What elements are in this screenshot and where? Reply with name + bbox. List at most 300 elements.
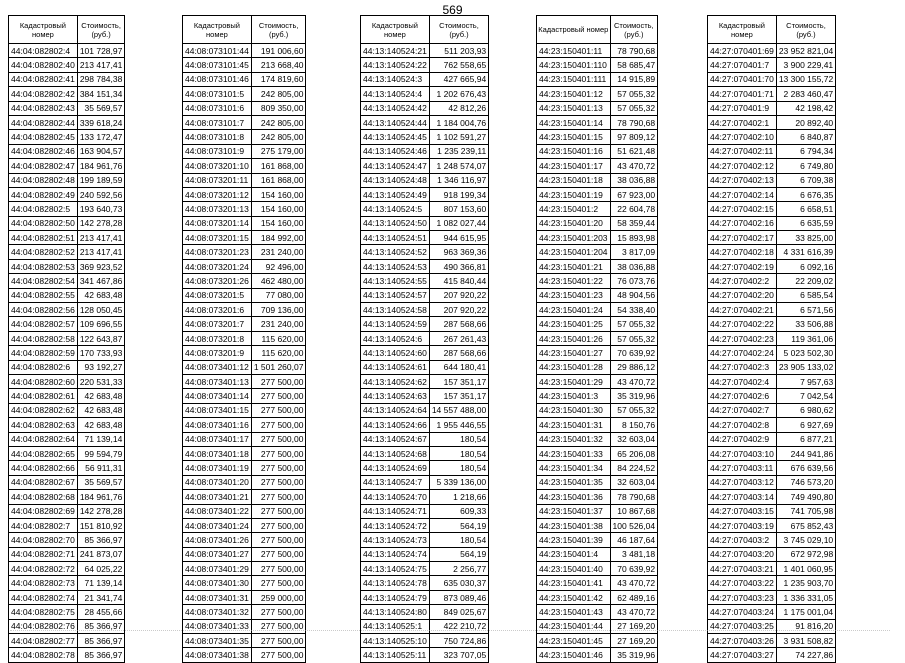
cadastral-number: 44:27:070403:12: [708, 475, 777, 489]
cadastral-number: 44:08:073201:26: [183, 274, 252, 288]
cadastral-number: 44:23:150401:38: [537, 518, 611, 532]
cadastral-number: 44:08:073401:15: [183, 403, 252, 417]
table-5: [707, 15, 836, 663]
cadastral-number: 44:04:082802:53: [9, 259, 78, 273]
cost-value: 43 470,72: [610, 605, 658, 619]
cost-value: 42 683,48: [77, 403, 125, 417]
cost-value: 6 980,62: [776, 403, 835, 417]
table-row: [183, 518, 306, 532]
table-row: [708, 231, 836, 245]
cost-value: 1 346 116,97: [429, 173, 488, 187]
header-cost: Стоимость, (руб.): [610, 16, 658, 44]
cadastral-number: 44:13:140524:21: [361, 44, 430, 58]
table-row: [708, 274, 836, 288]
table-row: [183, 504, 306, 518]
table-row: [183, 87, 306, 101]
table-row: [708, 202, 836, 216]
cost-value: 21 341,74: [77, 590, 125, 604]
table-3: [360, 15, 489, 663]
cost-value: 35 319,96: [610, 648, 658, 662]
cadastral-number: 44:08:073401:21: [183, 490, 252, 504]
table-row: [183, 274, 306, 288]
table-row: [708, 72, 836, 86]
cadastral-number: 44:27:070401:9: [708, 101, 777, 115]
cadastral-number: 44:13:140525:10: [361, 634, 430, 648]
cadastral-number: 44:04:082802:42: [9, 87, 78, 101]
table-row: [9, 159, 125, 173]
cost-value: 100 526,04: [610, 518, 658, 532]
cost-value: 48 904,56: [610, 288, 658, 302]
table-row: [183, 202, 306, 216]
table-row: [361, 634, 489, 648]
cost-value: 1 401 060,95: [776, 562, 835, 576]
cost-value: 277 500,00: [251, 490, 306, 504]
cost-value: 85 366,97: [77, 533, 125, 547]
cost-value: 157 351,17: [429, 389, 488, 403]
cost-value: 161 868,00: [251, 173, 306, 187]
table-row: [183, 576, 306, 590]
cadastral-number: 44:13:140524:67: [361, 432, 430, 446]
cadastral-number: 44:27:070402:22: [708, 317, 777, 331]
table-row: [537, 374, 658, 388]
cadastral-number: 44:08:073401:13: [183, 374, 252, 388]
cadastral-number: 44:27:070402:14: [708, 187, 777, 201]
table-row: [183, 317, 306, 331]
table-row: [183, 303, 306, 317]
cadastral-number: 44:13:140524:62: [361, 374, 430, 388]
header-cadastral: Кадастровый номер: [708, 16, 777, 44]
cadastral-number: 44:13:140524:48: [361, 173, 430, 187]
cadastral-number: 44:04:082802:47: [9, 159, 78, 173]
cost-value: 944 615,95: [429, 231, 488, 245]
table-row: [537, 144, 658, 158]
cost-value: 644 180,41: [429, 360, 488, 374]
table-row: [361, 274, 489, 288]
cadastral-number: 44:04:082802:43: [9, 101, 78, 115]
cost-value: 109 696,55: [77, 317, 125, 331]
table-row: [537, 648, 658, 662]
table-row: [708, 634, 836, 648]
cost-value: 746 573,20: [776, 475, 835, 489]
cadastral-number: 44:27:070402:3: [708, 360, 777, 374]
table-row: [537, 461, 658, 475]
cadastral-number: 44:04:082802:67: [9, 475, 78, 489]
table-row: [183, 475, 306, 489]
cost-value: 85 366,97: [77, 648, 125, 662]
cost-value: 6 092,16: [776, 259, 835, 273]
table-row: [708, 115, 836, 129]
table-row: [361, 360, 489, 374]
cadastral-number: 44:04:082802:54: [9, 274, 78, 288]
cost-value: 6 635,59: [776, 216, 835, 230]
cost-value: 180,54: [429, 461, 488, 475]
table-row: [708, 547, 836, 561]
cadastral-number: 44:27:070403:23: [708, 590, 777, 604]
cost-value: 58 359,44: [610, 216, 658, 230]
cost-value: 242 805,00: [251, 115, 306, 129]
table-row: [361, 72, 489, 86]
cost-value: 115 620,00: [251, 331, 306, 345]
cost-value: 77 080,00: [251, 288, 306, 302]
cadastral-number: 44:04:082802:7: [9, 518, 78, 532]
table-row: [9, 389, 125, 403]
table-row: [183, 432, 306, 446]
cost-value: 277 500,00: [251, 403, 306, 417]
cadastral-number: 44:13:140524:58: [361, 303, 430, 317]
cost-value: 5 023 502,30: [776, 346, 835, 360]
cadastral-number: 44:04:082802:56: [9, 303, 78, 317]
cost-value: 7 042,54: [776, 389, 835, 403]
cost-value: 676 639,56: [776, 461, 835, 475]
cost-value: 29 886,12: [610, 360, 658, 374]
table-row: [9, 288, 125, 302]
cadastral-number: 44:08:073401:32: [183, 605, 252, 619]
cost-value: 220 531,33: [77, 374, 125, 388]
cost-value: 277 500,00: [251, 619, 306, 633]
cadastral-number: 44:13:140524:61: [361, 360, 430, 374]
cost-value: 564,19: [429, 547, 488, 561]
cadastral-number: 44:23:150401:30: [537, 403, 611, 417]
table-row: [183, 605, 306, 619]
table-row: [708, 159, 836, 173]
cadastral-number: 44:04:082802:63: [9, 418, 78, 432]
cost-value: 1 218,66: [429, 490, 488, 504]
cadastral-number: 44:23:150401:4: [537, 547, 611, 561]
cadastral-number: 44:08:073401:24: [183, 518, 252, 532]
table-row: [183, 173, 306, 187]
table-row: [361, 259, 489, 273]
cadastral-number: 44:27:070403:10: [708, 446, 777, 460]
cadastral-number: 44:27:070403:2: [708, 533, 777, 547]
cost-value: 762 558,65: [429, 58, 488, 72]
cadastral-number: 44:08:073101:7: [183, 115, 252, 129]
cost-value: 161 868,00: [251, 159, 306, 173]
cost-value: 22 209,02: [776, 274, 835, 288]
table-row: [361, 446, 489, 460]
cadastral-number: 44:13:140524:5: [361, 202, 430, 216]
cost-value: 57 055,32: [610, 331, 658, 345]
table-row: [183, 547, 306, 561]
cost-value: 635 030,37: [429, 576, 488, 590]
table-row: [361, 144, 489, 158]
table-row: [361, 303, 489, 317]
cadastral-number: 44:23:150401:19: [537, 187, 611, 201]
table-row: [9, 403, 125, 417]
table-row: [537, 317, 658, 331]
table-row: [9, 101, 125, 115]
table-row: [183, 360, 306, 374]
cost-value: 277 500,00: [251, 533, 306, 547]
table-row: [183, 403, 306, 417]
cost-value: 35 569,57: [77, 101, 125, 115]
cost-value: 675 852,43: [776, 518, 835, 532]
cost-value: 277 500,00: [251, 547, 306, 561]
table-row: [9, 590, 125, 604]
table-row: [9, 202, 125, 216]
cost-value: 750 724,86: [429, 634, 488, 648]
table-row: [361, 605, 489, 619]
table-row: [9, 144, 125, 158]
cost-value: 119 361,06: [776, 331, 835, 345]
cadastral-number: 44:27:070402:15: [708, 202, 777, 216]
cadastral-number: 44:08:073201:9: [183, 346, 252, 360]
cadastral-number: 44:08:073401:22: [183, 504, 252, 518]
cadastral-number: 44:04:082802:59: [9, 346, 78, 360]
cost-value: 78 790,68: [610, 490, 658, 504]
cadastral-number: 44:27:070402:9: [708, 432, 777, 446]
cadastral-number: 44:13:140524:79: [361, 590, 430, 604]
cost-value: 6 585,54: [776, 288, 835, 302]
cadastral-number: 44:08:073101:8: [183, 130, 252, 144]
table-row: [708, 58, 836, 72]
cost-value: 57 055,32: [610, 317, 658, 331]
cadastral-number: 44:08:073401:26: [183, 533, 252, 547]
cadastral-number: 44:04:082802:57: [9, 317, 78, 331]
cost-value: 963 369,36: [429, 245, 488, 259]
cadastral-number: 44:13:140524:72: [361, 518, 430, 532]
cadastral-number: 44:27:070402:17: [708, 231, 777, 245]
table-row: [708, 648, 836, 662]
cost-value: 174 819,60: [251, 72, 306, 86]
table-row: [537, 403, 658, 417]
table-row: [9, 259, 125, 273]
cadastral-number: 44:13:140524:52: [361, 245, 430, 259]
table-row: [361, 288, 489, 302]
cadastral-number: 44:04:082802:71: [9, 547, 78, 561]
table-row: [183, 461, 306, 475]
cost-value: 154 160,00: [251, 202, 306, 216]
cadastral-number: 44:23:150401:42: [537, 590, 611, 604]
cadastral-number: 44:04:082802:40: [9, 58, 78, 72]
cost-value: 369 923,52: [77, 259, 125, 273]
table-row: [9, 504, 125, 518]
cadastral-number: 44:13:140524:69: [361, 461, 430, 475]
table-row: [183, 346, 306, 360]
cost-value: 749 490,80: [776, 490, 835, 504]
cost-value: 809 350,00: [251, 101, 306, 115]
cost-value: 4 331 616,39: [776, 245, 835, 259]
cost-value: 277 500,00: [251, 605, 306, 619]
cadastral-number: 44:23:150401:2: [537, 202, 611, 216]
cadastral-number: 44:23:150401:17: [537, 159, 611, 173]
table-row: [9, 547, 125, 561]
cost-value: 384 151,34: [77, 87, 125, 101]
cadastral-number: 44:08:073201:24: [183, 259, 252, 273]
cost-value: 3 481,18: [610, 547, 658, 561]
table-row: [361, 576, 489, 590]
cadastral-number: 44:23:150401:35: [537, 475, 611, 489]
cost-value: 213 417,41: [77, 245, 125, 259]
table-row: [183, 58, 306, 72]
table-row: [708, 44, 836, 58]
cost-value: 154 160,00: [251, 216, 306, 230]
cost-value: 27 169,20: [610, 619, 658, 633]
table-row: [361, 245, 489, 259]
cost-value: 14 557 488,00: [429, 403, 488, 417]
cadastral-number: 44:13:140524:57: [361, 288, 430, 302]
cadastral-number: 44:08:073101:46: [183, 72, 252, 86]
cadastral-number: 44:13:140524:78: [361, 576, 430, 590]
cost-value: 1 955 446,55: [429, 418, 488, 432]
table-row: [708, 130, 836, 144]
cadastral-number: 44:23:150401:13: [537, 101, 611, 115]
header-cost: Стоимость, (руб.): [429, 16, 488, 44]
table-row: [9, 648, 125, 662]
table-row: [361, 648, 489, 662]
cost-value: 242 805,00: [251, 87, 306, 101]
cost-value: 741 705,98: [776, 504, 835, 518]
cadastral-number: 44:13:140524:68: [361, 446, 430, 460]
cost-value: 85 366,97: [77, 619, 125, 633]
cadastral-number: 44:04:082802:61: [9, 389, 78, 403]
cadastral-number: 44:27:070402:19: [708, 259, 777, 273]
cost-value: 184 992,00: [251, 231, 306, 245]
table-row: [9, 576, 125, 590]
cadastral-number: 44:27:070402:4: [708, 374, 777, 388]
cadastral-number: 44:27:070403:21: [708, 562, 777, 576]
table-row: [183, 259, 306, 273]
table-row: [361, 202, 489, 216]
cadastral-number: 44:08:073401:14: [183, 389, 252, 403]
cadastral-number: 44:13:140524:80: [361, 605, 430, 619]
cadastral-number: 44:04:082802:4: [9, 44, 78, 58]
cadastral-number: 44:04:082802:48: [9, 173, 78, 187]
cadastral-number: 44:08:073401:33: [183, 619, 252, 633]
cadastral-number: 44:23:150401:33: [537, 446, 611, 460]
table-row: [361, 490, 489, 504]
table-row: [183, 44, 306, 58]
cost-value: 3 931 508,82: [776, 634, 835, 648]
cost-value: 163 904,57: [77, 144, 125, 158]
cadastral-number: 44:08:073401:35: [183, 634, 252, 648]
cadastral-number: 44:27:070403:20: [708, 547, 777, 561]
cost-value: 275 179,00: [251, 144, 306, 158]
cadastral-number: 44:27:070402:18: [708, 245, 777, 259]
cost-value: 277 500,00: [251, 634, 306, 648]
table-row: [708, 490, 836, 504]
cadastral-number: 44:04:082802:50: [9, 216, 78, 230]
cadastral-number: 44:04:082802:69: [9, 504, 78, 518]
cost-value: 191 006,60: [251, 44, 306, 58]
table-row: [708, 259, 836, 273]
cost-value: 277 500,00: [251, 475, 306, 489]
cost-value: 33 825,00: [776, 231, 835, 245]
table-row: [361, 590, 489, 604]
page-number: 569: [442, 3, 463, 17]
cost-value: 511 203,93: [429, 44, 488, 58]
table-row: [361, 518, 489, 532]
cadastral-number: 44:08:073101:5: [183, 87, 252, 101]
cadastral-number: 44:08:073201:7: [183, 317, 252, 331]
table-row: [537, 576, 658, 590]
cadastral-number: 44:23:150401:24: [537, 303, 611, 317]
table-row: [9, 44, 125, 58]
cost-value: 339 618,24: [77, 115, 125, 129]
cost-value: 92 496,00: [251, 259, 306, 273]
cost-value: 241 873,07: [77, 547, 125, 561]
cost-value: 415 840,44: [429, 274, 488, 288]
cost-value: 287 568,66: [429, 346, 488, 360]
cost-value: 115 620,00: [251, 346, 306, 360]
cadastral-number: 44:04:082802:55: [9, 288, 78, 302]
cadastral-number: 44:23:150401:46: [537, 648, 611, 662]
table-row: [708, 173, 836, 187]
cadastral-number: 44:27:070402:12: [708, 159, 777, 173]
cadastral-number: 44:27:070402:6: [708, 389, 777, 403]
cost-value: 7 957,63: [776, 374, 835, 388]
table-row: [708, 346, 836, 360]
header-cadastral: Кадастровый номер: [9, 16, 78, 44]
cadastral-number: 44:08:073401:30: [183, 576, 252, 590]
cost-value: 78 790,68: [610, 115, 658, 129]
cost-value: 23 905 133,02: [776, 360, 835, 374]
cost-value: 76 073,76: [610, 274, 658, 288]
cadastral-number: 44:13:140524:73: [361, 533, 430, 547]
cost-value: 38 036,88: [610, 259, 658, 273]
table-row: [537, 44, 658, 58]
table-2: [182, 15, 306, 663]
cadastral-number: 44:04:082802:49: [9, 187, 78, 201]
cadastral-number: 44:04:082802:60: [9, 374, 78, 388]
cadastral-number: 44:23:150401:27: [537, 346, 611, 360]
table-row: [537, 87, 658, 101]
cost-value: 1 235 239,11: [429, 144, 488, 158]
table-row: [537, 115, 658, 129]
cost-value: 267 261,43: [429, 331, 488, 345]
cost-value: 74 227,86: [776, 648, 835, 662]
table-row: [183, 130, 306, 144]
cost-value: 84 224,52: [610, 461, 658, 475]
table-row: [537, 216, 658, 230]
cost-value: 277 500,00: [251, 389, 306, 403]
cadastral-number: 44:13:140524:60: [361, 346, 430, 360]
cadastral-number: 44:27:070402:24: [708, 346, 777, 360]
cadastral-number: 44:13:140524:70: [361, 490, 430, 504]
cost-value: 6 676,35: [776, 187, 835, 201]
cadastral-number: 44:04:082802:66: [9, 461, 78, 475]
cost-value: 142 278,28: [77, 504, 125, 518]
table-row: [537, 173, 658, 187]
cost-value: 3 900 229,41: [776, 58, 835, 72]
table-row: [537, 159, 658, 173]
cadastral-number: 44:27:070403:11: [708, 461, 777, 475]
cost-value: 213 417,41: [77, 231, 125, 245]
table-row: [9, 303, 125, 317]
table-row: [537, 303, 658, 317]
table-row: [9, 274, 125, 288]
cadastral-number: 44:04:082802:58: [9, 331, 78, 345]
cadastral-number: 44:23:150401:26: [537, 331, 611, 345]
cadastral-number: 44:08:073401:38: [183, 648, 252, 662]
cadastral-number: 44:08:073201:10: [183, 159, 252, 173]
cadastral-number: 44:23:150401:203: [537, 231, 611, 245]
cadastral-number: 44:08:073201:14: [183, 216, 252, 230]
table-row: [361, 44, 489, 58]
cadastral-number: 44:27:070401:71: [708, 87, 777, 101]
table-row: [537, 533, 658, 547]
cadastral-number: 44:08:073401:16: [183, 418, 252, 432]
table-row: [9, 346, 125, 360]
cadastral-number: 44:04:082802:77: [9, 634, 78, 648]
table-row: [361, 87, 489, 101]
table-row: [708, 446, 836, 460]
table-row: [537, 130, 658, 144]
cost-value: 6 658,51: [776, 202, 835, 216]
table-row: [537, 389, 658, 403]
cost-value: 32 603,04: [610, 475, 658, 489]
cadastral-number: 44:08:073201:8: [183, 331, 252, 345]
cost-value: 2 283 460,47: [776, 87, 835, 101]
